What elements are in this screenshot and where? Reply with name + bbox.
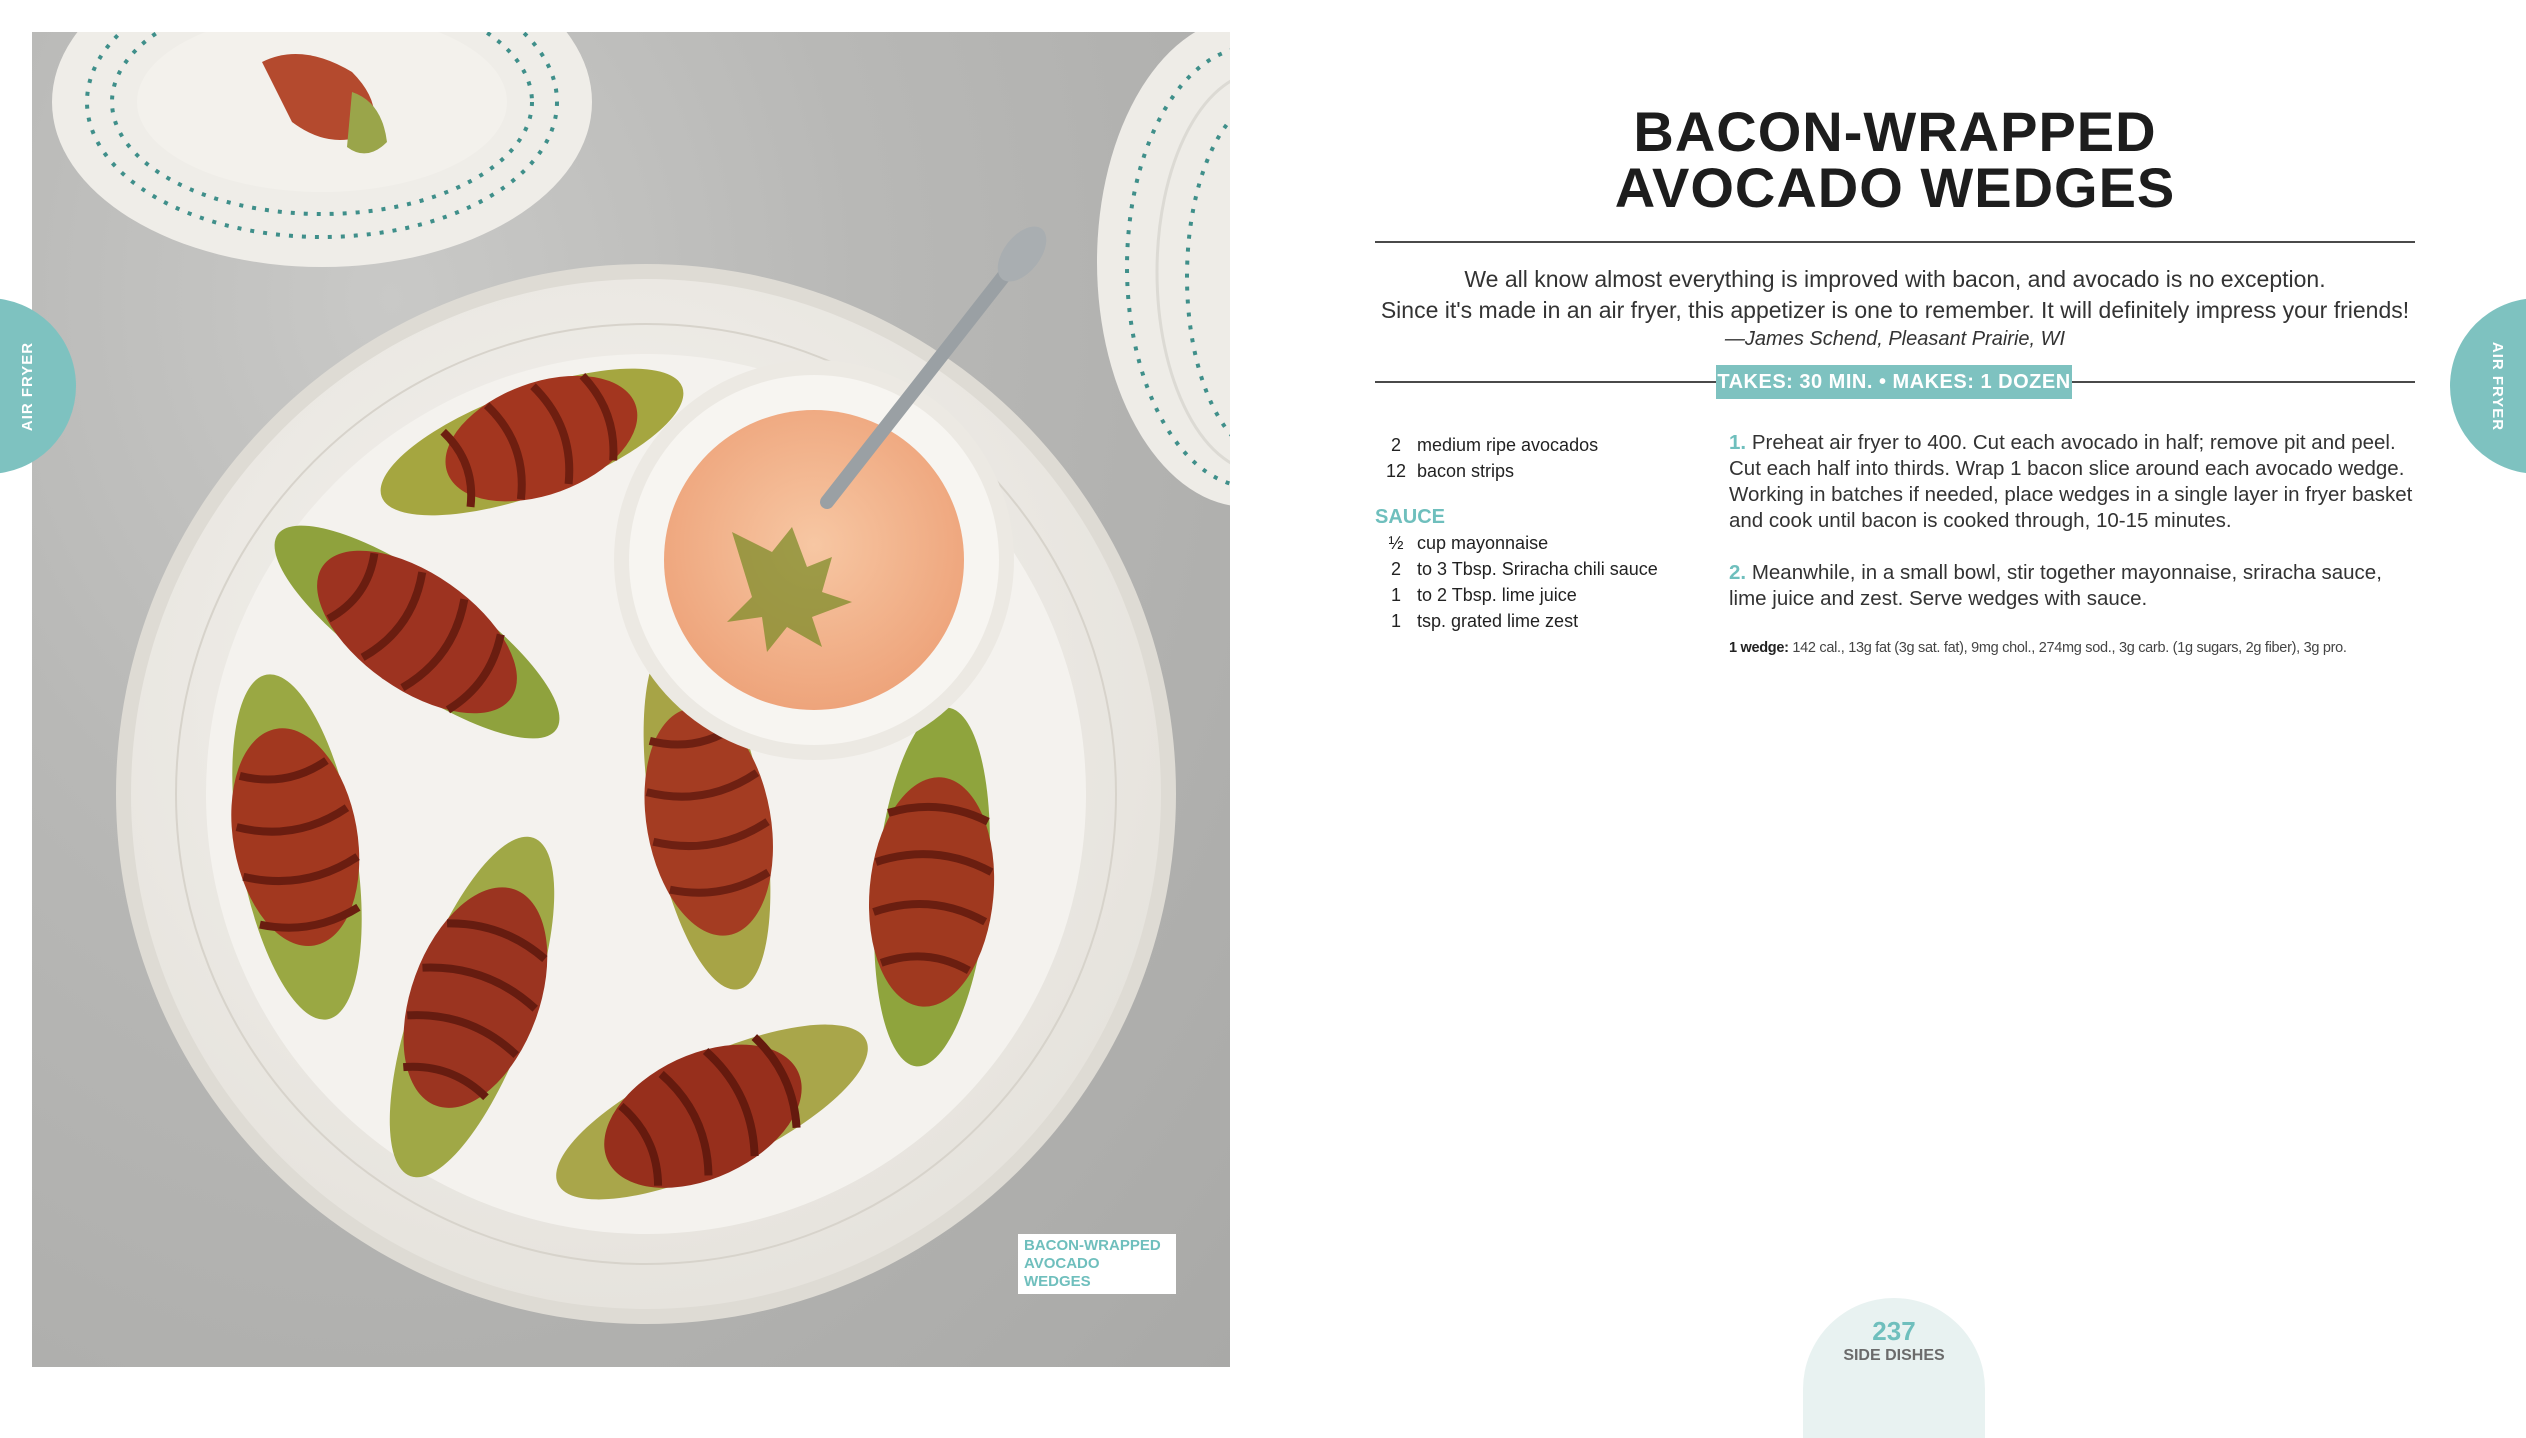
recipe-title-line-1: BACON-WRAPPED xyxy=(1633,100,2157,163)
ingredient-qty: 1 xyxy=(1390,611,1401,631)
sauce-ingredient-row xyxy=(1375,556,1705,582)
ingredient-text: bacon strips xyxy=(1417,461,1515,481)
ingredient-text: to 2 Tbsp. lime juice xyxy=(1417,585,1577,605)
section-tab-right xyxy=(2450,298,2526,474)
direction-step xyxy=(1729,430,2415,534)
section-tab-left-label: AIR FRYER xyxy=(19,341,37,431)
ingredient-qty: 2 xyxy=(1390,435,1401,455)
page-number: 237 xyxy=(1872,1316,1916,1346)
food-illustration xyxy=(32,32,1230,1367)
sauce-heading: SAUCE xyxy=(1375,506,1446,528)
directions xyxy=(1729,430,2415,658)
recipe-title-line-2: AVOCADO WEDGES xyxy=(1614,156,2176,219)
intro-line-1: We all know almost everything is improved with bacon, and avocado is no exception. xyxy=(1464,266,2326,292)
ingredient-qty: 2 xyxy=(1390,559,1401,579)
ingredient-qty: ½ xyxy=(1388,533,1404,553)
ingredient-row xyxy=(1375,458,1705,484)
ingredient-qty: 12 xyxy=(1385,461,1407,481)
sauce-ingredient-row xyxy=(1375,582,1705,608)
direction-step xyxy=(1729,560,2415,612)
ingredient-text: medium ripe avocados xyxy=(1417,435,1599,455)
page-folio xyxy=(1803,1298,1985,1438)
recipe-byline: —James Schend, Pleasant Prairie, WI xyxy=(1724,328,2066,350)
nutrition-facts xyxy=(1729,638,2415,658)
ingredient-row xyxy=(1375,432,1705,458)
step-text: Preheat air fryer to 400. Cut each avocado in half; remove pit and peel. Cut each half into thirds. Wrap 1 bacon slice around each avocado wedge. Working in batches if needed, place wedges in a single layer in fryer basket and cook until bacon is cooked through, 10-15 minutes. xyxy=(1729,431,2413,532)
recipe-intro xyxy=(1375,264,2415,352)
nutrition-text: 142 cal., 13g fat (3g sat. fat), 9mg chol., 274mg sod., 3g carb. (1g sugars, 2g fiber), 3g pro. xyxy=(1792,640,2347,656)
ingredient-text: cup mayonnaise xyxy=(1417,533,1549,553)
sauce-ingredient-row xyxy=(1375,530,1705,556)
title-rule xyxy=(1375,241,2415,243)
step-text: Meanwhile, in a small bowl, stir together mayonnaise, sriracha sauce, lime juice and zest. Serve wedges with sauce. xyxy=(1729,561,2382,610)
takes-makes-badge: TAKES: 30 MIN. • MAKES: 1 DOZEN xyxy=(1716,365,2072,399)
section-tab-right-label: AIR FRYER xyxy=(2489,341,2507,431)
ingredient-qty: 1 xyxy=(1390,585,1401,605)
intro-line-2: Since it's made in an air fryer, this appetizer is one to remember. It will definitely impress your friends! xyxy=(1380,297,2410,323)
ingredient-text: tsp. grated lime zest xyxy=(1417,611,1579,631)
section-name: SIDE DISHES xyxy=(1843,1347,1945,1364)
ingredients-list xyxy=(1375,432,1705,634)
food-photo xyxy=(32,32,1230,1367)
nutrition-label: 1 wedge: xyxy=(1729,640,1789,656)
step-number: 2. xyxy=(1729,561,1747,584)
ingredient-text: to 3 Tbsp. Sriracha chili sauce xyxy=(1417,559,1658,579)
photo-caption: BACON-WRAPPED AVOCADO WEDGES xyxy=(1018,1234,1176,1294)
recipe-title xyxy=(1375,100,2415,219)
sauce-ingredient-row xyxy=(1375,608,1705,634)
step-number: 1. xyxy=(1729,431,1747,454)
stacked-plates xyxy=(1097,32,1230,507)
